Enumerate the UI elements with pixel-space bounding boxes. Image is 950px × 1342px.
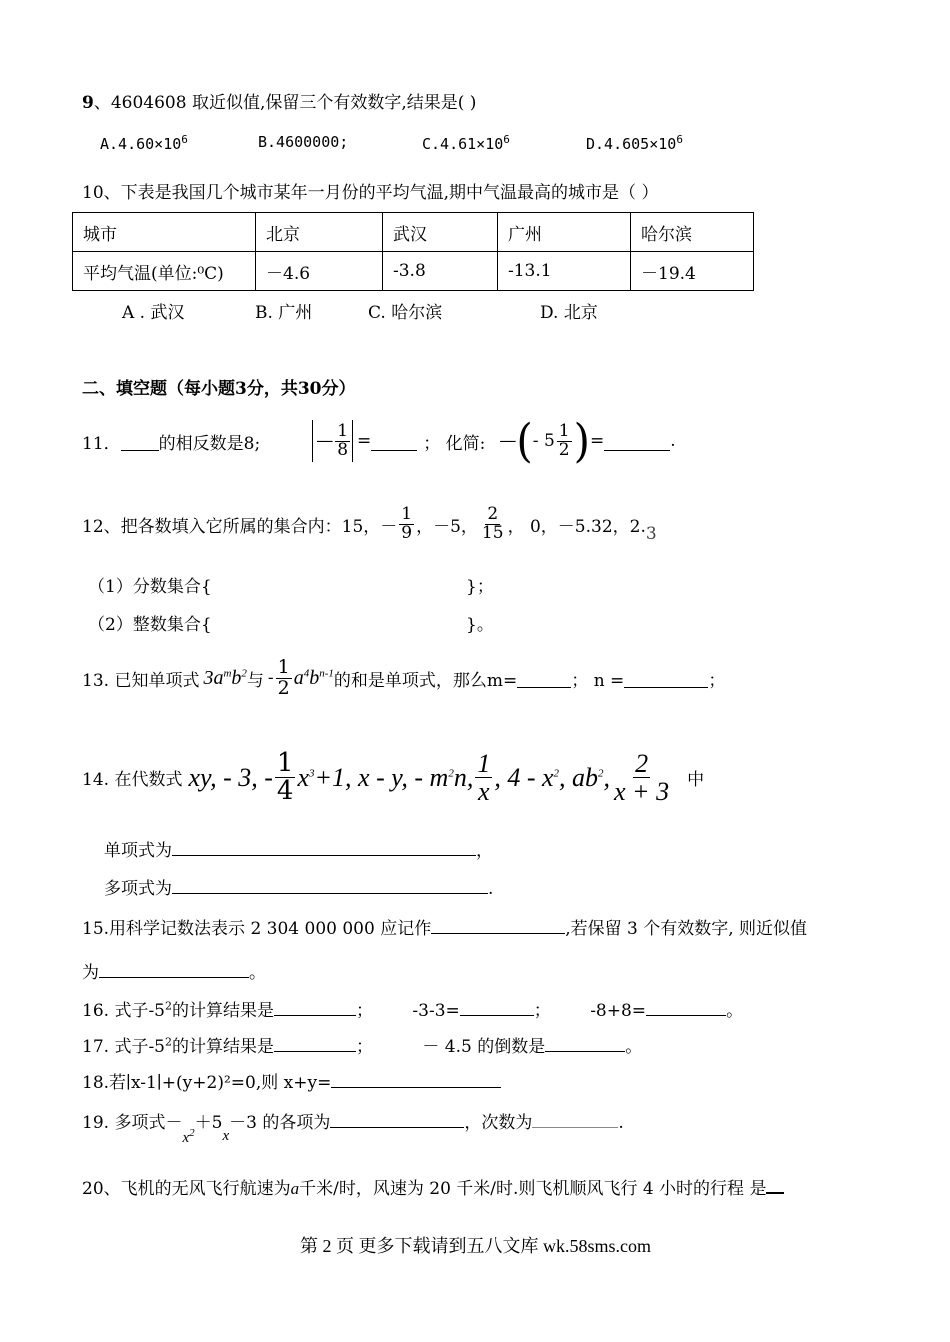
q10-text: 10、下表是我国几个城市某年一月份的平均气温,期中气温最高的城市是（ ） — [82, 183, 659, 203]
q9-option-d: $D.4.605\times 10^6$ — [586, 133, 683, 153]
page-footer: 第 2 页 更多下载请到五八文库 wk.58sms.com — [300, 1236, 651, 1256]
q9-text: 、4604608 取近似值,保留三个有效数字,结果是( ) — [93, 93, 477, 113]
table-cell: -13.1 — [498, 252, 631, 291]
table-cell: -3.8 — [383, 252, 498, 291]
answer-blank[interactable] — [331, 1069, 501, 1088]
repeating-digit: 3 — [645, 524, 657, 545]
question-15-cont: 为 。 — [82, 958, 266, 983]
fraction: $\frac{2}{15}$ — [481, 504, 504, 543]
answer-blank[interactable] — [330, 1109, 464, 1128]
question-19: 19. 多项式$-x^2+5x-3$ 的各项为 ，次数为 . — [82, 1108, 624, 1133]
q9-option-c: $C.4.61\times 10^6$ — [422, 133, 510, 153]
question-20: 20、飞机的无风飞行航速为a千米/时，风速为 20 千米/时.则飞机顺风飞行 4 小时的行程 是 — [82, 1174, 784, 1199]
q9-option-b: B.4600000; — [258, 133, 349, 151]
fraction: $\frac{1}{x}$ — [477, 749, 491, 807]
question-17: 17. 式子$-5^2$的计算结果是 ； － 4.5 的倒数是 。 — [82, 1032, 642, 1057]
section-title: 二、填空题（每小题3分，共30分） — [82, 379, 356, 399]
answer-blank[interactable] — [532, 1109, 618, 1128]
table-cell: 武汉 — [383, 213, 498, 252]
question-11: 11． 的相反数是8; — $\frac{1}{8}$ = ； 化简: — ( - 5 $\frac{1}{2}$ ) = . — [82, 413, 676, 468]
table-row — [73, 213, 754, 252]
fraction: $\frac{2}{x + 3}$ — [614, 749, 670, 807]
q14-polynomials: 多项式为 . — [104, 874, 493, 899]
answer-blank[interactable] — [545, 1033, 625, 1052]
question-9 — [82, 88, 476, 113]
answer-blank[interactable] — [172, 837, 476, 856]
table-cell: 北京 — [256, 213, 383, 252]
table-cell: 广州 — [498, 213, 631, 252]
city-temperature-table — [72, 212, 754, 291]
answer-blank[interactable] — [646, 997, 726, 1016]
answer-blank[interactable] — [766, 1174, 784, 1194]
fraction: $\frac{1}{8}$ — [337, 420, 349, 460]
fraction: $\frac{1}{4}$ — [276, 748, 294, 807]
question-12: 12、把各数填入它所属的集合内：15， － $\frac{1}{9}$ ，－5， $\frac{2}{15}$ ， 0，－5.32，2. 3 — [82, 504, 657, 545]
table-row — [73, 252, 754, 291]
question-16: 16. 式子$-5^2$的计算结果是 ； -3-3= ； -8+8= 。 — [82, 996, 743, 1021]
set-integers: （2）整数集合{ — [88, 615, 212, 635]
question-18: 18.若∣x-1∣+(y+2)²=0,则 x+y= — [82, 1068, 501, 1093]
table-cell: －4.6 — [256, 252, 383, 291]
answer-blank[interactable] — [274, 997, 356, 1016]
answer-blank[interactable] — [371, 432, 417, 451]
q9-option-a: $A.4.60\times 10^6$ — [100, 133, 188, 153]
fraction: $\frac{1}{2}$ — [558, 420, 570, 460]
answer-blank[interactable] — [517, 669, 571, 688]
question-15: 15.用科学记数法表示 2 304 000 000 应记作 ,若保留 3 个有效数字, 则近似值 — [82, 914, 807, 939]
table-cell: 哈尔滨 — [631, 213, 754, 252]
set-fractions: （1）分数集合{ — [88, 577, 212, 597]
answer-blank[interactable] — [121, 432, 159, 451]
fraction: $\frac{1}{2}$ — [277, 656, 290, 699]
table-cell: 城市 — [73, 213, 256, 252]
question-13: 13. 已知单项式 $3a^mb^2$ 与 - $\frac{1}{2}$ $a^4b^{n-1}$ 的和是单项式，那么m= ； n = ； — [82, 656, 726, 699]
answer-blank[interactable] — [460, 997, 534, 1016]
fraction: $\frac{1}{9}$ — [401, 504, 413, 543]
answer-blank[interactable] — [624, 669, 708, 688]
q10-option-d: D. 北京 — [540, 303, 598, 323]
q10-option-a: A . 武汉 — [122, 303, 185, 323]
answer-blank[interactable] — [604, 432, 670, 451]
set-fractions-end: }； — [466, 577, 494, 597]
answer-blank[interactable] — [431, 915, 565, 934]
table-cell: －19.4 — [631, 252, 754, 291]
question-14: 14. 在代数式 xy, - 3, - $\frac{1}{4}$ $x^3+1$, x - y, - $m^2n$, $\frac{1}{x}$ , $4 - x^2$, $ab^2$, $\frac{2}{x + 3}$ 中 — [82, 748, 705, 807]
q14-monomials: 单项式为 ， — [104, 836, 493, 861]
q10-option-b: B. 广州 — [255, 303, 313, 323]
table-cell: 平均气温(单位:⁰C) — [73, 252, 256, 291]
q9-number: 9 — [82, 93, 94, 113]
set-integers-end: }。 — [466, 615, 494, 635]
q10-option-c: C. 哈尔滨 — [368, 303, 443, 323]
answer-blank[interactable] — [99, 959, 249, 978]
answer-blank[interactable] — [274, 1033, 356, 1052]
answer-blank[interactable] — [172, 875, 488, 894]
